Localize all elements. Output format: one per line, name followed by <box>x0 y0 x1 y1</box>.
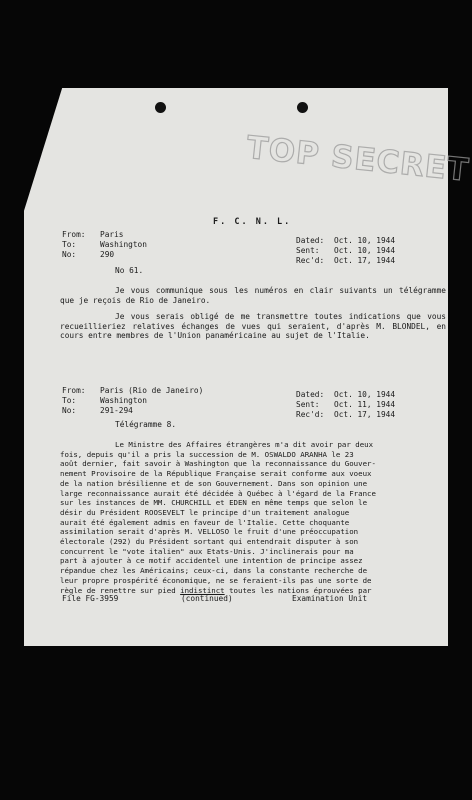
no-label: No: <box>62 406 77 415</box>
body-line: sur les instances de MM. CHURCHILL et EDEN en même temps que selon le <box>60 498 368 508</box>
body-line: désir du Président ROOSEVELT le principe d'un traitement analogue <box>60 507 350 517</box>
continued-note: (continued) <box>181 594 233 603</box>
body-line: part à ajouter à ce motif accidentel une intention de principe assez <box>60 556 363 566</box>
punch-hole-right <box>297 102 308 113</box>
dated-label: Dated: <box>296 390 325 399</box>
no-value: 291-294 <box>100 406 133 415</box>
body-line: large reconnaissance aurait été décidée à Québec à l'égard de la France <box>60 488 376 498</box>
body-line: leur propre prospérité économique, ne se feraient-ils pas une sorte de <box>60 575 372 585</box>
body-line: aurait été également admis en faveur de l'Italie. Cette choquante <box>60 517 350 527</box>
body-line: assimilation serait d'après M. VELLOSO le fruit d'une préoccupation <box>60 527 359 537</box>
dated-label: Dated: <box>296 236 325 245</box>
recd-value: Oct. 17, 1944 <box>334 410 396 419</box>
no-value: 290 <box>100 250 115 259</box>
file-number: File FG-3959 <box>62 594 119 603</box>
body-line: de la nation brésilienne et de son Gouvernement. Dans son opinion une <box>60 478 368 488</box>
message-number: Télégramme 8. <box>115 420 177 429</box>
sent-value: Oct. 10, 1944 <box>334 246 396 255</box>
to-value: Washington <box>100 396 147 405</box>
punch-hole-left <box>155 102 166 113</box>
recd-value: Oct. 17, 1944 <box>334 256 396 265</box>
body-line: nement Provisoire de la République Française serait conforme aux voeux <box>60 469 372 479</box>
to-label: To: <box>62 396 77 405</box>
from-value: Paris (Rio de Janeiro) <box>100 386 204 395</box>
paragraph: Je vous serais obligé de me transmettre toutes indications que vous recueillieriez relatives échanges de vues qui seraient, d'après M. BLONDEL, en cours entre membres de l'Union panaméricaine au sujet de l'Italie. <box>60 312 446 340</box>
document-title: F. C. N. L. <box>213 217 292 227</box>
body-line: fois, depuis qu'il a pris la succession de M. OSWALDO ARANHA le 23 <box>60 449 354 459</box>
from-value: Paris <box>100 230 124 239</box>
from-label: From: <box>62 386 86 395</box>
top-secret-stamp: TOP SECRET <box>244 129 471 189</box>
body-line: règle de renettre sur pied indistinct toutes les nations éprouvées par <box>60 585 372 595</box>
body-line: Le Ministre des Affaires étrangères m'a dit avoir par deux <box>115 440 374 449</box>
body-line: concurrent le "vote italien" aux Etats-Unis. J'inclinerais pour ma <box>60 546 354 556</box>
sent-label: Sent: <box>296 246 320 255</box>
recd-label: Rec'd: <box>296 410 325 419</box>
dated-value: Oct. 10, 1944 <box>334 390 396 399</box>
to-label: To: <box>62 240 77 249</box>
dated-value: Oct. 10, 1944 <box>334 236 396 245</box>
message-number: No 61. <box>115 266 144 275</box>
body-line: répandue chez les Américains; ceux-ci, dans la constante recherche de <box>60 566 368 576</box>
paragraph: Je vous communique sous les numéros en clair suivants un télégramme que je reçois de Rio de Janeiro. <box>60 286 446 305</box>
sent-value: Oct. 11, 1944 <box>334 400 396 409</box>
examination-unit: Examination Unit <box>292 594 368 603</box>
no-label: No: <box>62 250 77 259</box>
body-line: août dernier, fait savoir à Washington que la reconnaissance du Gouver- <box>60 459 376 469</box>
body-line: électorale (292) du Président sortant qui entendrait disputer à son <box>60 537 359 546</box>
to-value: Washington <box>100 240 147 249</box>
from-label: From: <box>62 230 86 239</box>
recd-label: Rec'd: <box>296 256 325 265</box>
sent-label: Sent: <box>296 400 320 409</box>
